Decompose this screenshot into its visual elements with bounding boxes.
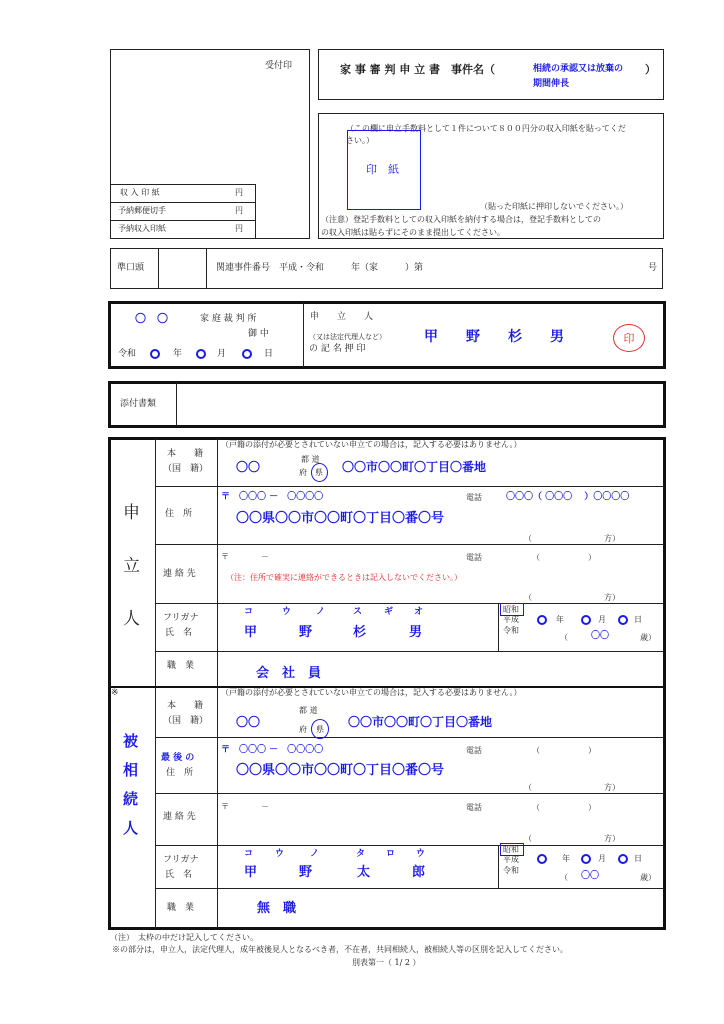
postage-label: 予納郵便切手 bbox=[118, 206, 166, 215]
applicant-sign-label: 申 立 人 bbox=[310, 312, 374, 322]
applicant-signed-name: 甲 野 杉 男 bbox=[424, 329, 564, 345]
applicant-contact-label: 連 絡 先 bbox=[163, 569, 196, 579]
applicant-phone: 〇〇〇（ 〇〇〇 ）〇〇〇〇 bbox=[506, 492, 630, 502]
applicant-section-char-3: 人 bbox=[123, 609, 140, 629]
date-day-circle bbox=[242, 349, 252, 359]
decedent-name-4: 郎 bbox=[412, 865, 426, 880]
decedent-address-kata: （ 方） bbox=[524, 783, 620, 792]
applicant-section-char-1: 申 bbox=[123, 503, 140, 523]
decedent-honseki-label: 本 籍 bbox=[167, 701, 204, 711]
personal-seal: 印 bbox=[613, 324, 645, 352]
applicant-postal: 〒 〇〇〇 － 〇〇〇〇 bbox=[221, 492, 324, 502]
decedent-contact-kata: （ 方） bbox=[524, 834, 620, 843]
date-year-circle bbox=[150, 349, 160, 359]
revenue-stamp-label: 収 入 印 紙 bbox=[120, 188, 160, 197]
applicant-era-reiwa: 令和 bbox=[503, 626, 519, 635]
applicant-job-label: 職 業 bbox=[167, 661, 195, 671]
court-name: 〇 〇 bbox=[135, 312, 168, 325]
decedent-furigana-2: ウ bbox=[275, 849, 285, 859]
prelim-label: 準口頭 bbox=[117, 263, 145, 273]
attachments-label: 添付書類 bbox=[120, 399, 157, 409]
stamp-instruction-l1: （この欄に申立手数料として１件について８００円分の収入印紙を貼ってくだ bbox=[346, 124, 626, 133]
applicant-honseki-pref: 〇〇 bbox=[236, 460, 261, 474]
applicant-birth-year: 年 bbox=[556, 615, 564, 624]
decedent-birth-day: 日 bbox=[634, 854, 642, 863]
no-seal-note: （貼った印紙に押印しないでください。） bbox=[480, 202, 628, 211]
applicant-name-1: 甲 bbox=[244, 625, 258, 640]
decedent-furigana-4: タ bbox=[356, 849, 366, 859]
applicant-honseki-address: 〇〇市〇〇町〇丁目〇番地 bbox=[342, 460, 487, 474]
decedent-kokuseki-label: （国 籍） bbox=[163, 716, 209, 726]
date-day: 日 bbox=[264, 349, 274, 359]
applicant-honseki-ken: 県 bbox=[315, 468, 323, 477]
court-honorific: 御 中 bbox=[248, 329, 269, 339]
decedent-honseki-fu: 府 bbox=[299, 725, 307, 734]
decedent-furigana-3: ノ bbox=[310, 849, 320, 859]
decedent-address: 〇〇県〇〇市〇〇町〇丁目〇番〇号 bbox=[236, 763, 445, 778]
applicant-phone-label: 電話 bbox=[466, 493, 482, 502]
applicant-address-kata: （ 方） bbox=[524, 534, 620, 543]
applicant-contact-note: （注：住所で確実に連絡ができるときは記入しないでください。） bbox=[226, 573, 462, 582]
applicant-section-char-2: 立 bbox=[123, 556, 140, 576]
stamp-instruction-l2: さい。） bbox=[346, 136, 374, 145]
applicant-job: 会 社 員 bbox=[256, 666, 322, 681]
decedent-section-char-1: 被 bbox=[123, 732, 139, 750]
applicant-age: 〇〇 bbox=[591, 631, 610, 641]
applicant-honseki-label: 本 籍 bbox=[167, 449, 204, 459]
applicant-contact-phone: （ ） bbox=[532, 553, 596, 562]
yen-2: 円 bbox=[235, 206, 243, 215]
decedent-mark: ※ bbox=[111, 688, 119, 698]
applicant-name-2: 野 bbox=[299, 625, 313, 640]
decedent-age: 〇〇 bbox=[581, 871, 600, 881]
decedent-furigana-1: コ bbox=[244, 849, 254, 859]
applicant-birth-year-circle bbox=[537, 615, 547, 625]
decedent-furigana-5: ロ bbox=[386, 849, 396, 859]
applicant-koseki-note: （戸籍の添付が必要とされていない申立ての場合は，記入する必要はありません。） bbox=[221, 440, 522, 449]
attachments-box bbox=[108, 381, 666, 428]
decedent-section-char-3: 続 bbox=[123, 790, 139, 808]
decedent-birth-month: 月 bbox=[598, 854, 606, 863]
applicant-era-heisei: 平成 bbox=[503, 615, 519, 624]
decedent-honseki-pref: 〇〇 bbox=[236, 715, 261, 729]
applicant-name-4: 男 bbox=[409, 625, 423, 640]
applicant-kokuseki-label: （国 籍） bbox=[163, 464, 209, 474]
applicant-furigana-4: ス bbox=[353, 607, 363, 617]
decedent-section-char-4: 人 bbox=[123, 819, 139, 837]
agent-note: （又は法定代理人など） bbox=[309, 333, 386, 341]
decedent-era-showa: 昭和 bbox=[503, 845, 519, 854]
decedent-job-label: 職 業 bbox=[167, 903, 195, 913]
decedent-address-label: 住 所 bbox=[166, 768, 194, 778]
applicant-name-3: 杉 bbox=[353, 625, 367, 640]
applicant-birth-day: 日 bbox=[634, 615, 642, 624]
yen-3: 円 bbox=[235, 224, 243, 233]
page-number: 別表第一（ 1/ 2 ） bbox=[352, 958, 421, 967]
decedent-era-heisei: 平成 bbox=[503, 855, 519, 864]
decedent-birth-month-circle bbox=[581, 854, 591, 864]
receipt-stamp-label: 受付印 bbox=[265, 61, 293, 71]
decedent-name-3: 太 bbox=[357, 865, 371, 880]
decedent-birth-day-circle bbox=[618, 854, 628, 864]
applicant-furigana-6: オ bbox=[414, 607, 424, 617]
decedent-phone-label: 電話 bbox=[466, 746, 482, 755]
decedent-birth-year: 年 bbox=[562, 854, 570, 863]
decedent-furigana-6: ウ bbox=[416, 849, 426, 859]
decedent-koseki-note: （戸籍の添付が必要とされていない申立ての場合は，記入する必要はありません。） bbox=[221, 688, 522, 697]
date-month: 月 bbox=[217, 349, 227, 359]
decedent-name-label: 氏 名 bbox=[165, 870, 193, 880]
stamp-placeholder-label: 印 紙 bbox=[366, 163, 399, 176]
registration-note-l1: （注意）登記手数料としての収入印紙を納付する場合は，登記手数料としての bbox=[321, 215, 601, 224]
decedent-last-label: 最 後 の bbox=[161, 753, 195, 763]
date-month-circle bbox=[196, 349, 206, 359]
footer-note-2: ※の部分は，申立人，法定代理人，成年被後見人となるべき者，不在者，共同相続人，被相続人等の区別を記入してください。 bbox=[112, 945, 568, 954]
applicant-address: 〇〇県〇〇市〇〇町〇丁目〇番〇号 bbox=[236, 511, 445, 526]
applicant-ken-circle bbox=[311, 463, 328, 482]
date-era: 令和 bbox=[118, 349, 137, 359]
decedent-honseki-ken: 県 bbox=[316, 725, 324, 734]
decedent-name-2: 野 bbox=[299, 865, 313, 880]
decedent-honseki-todo: 都 道 bbox=[299, 706, 318, 715]
decedent-contact-label: 連 絡 先 bbox=[163, 812, 196, 822]
decedent-contact-phone: （ ） bbox=[532, 803, 596, 812]
decedent-section-char-2: 相 bbox=[123, 761, 139, 779]
decedent-contact-phone-label: 電話 bbox=[466, 803, 482, 812]
number-suffix: 号 bbox=[648, 263, 658, 273]
yen-1: 円 bbox=[235, 188, 243, 197]
applicant-furigana-label: フリガナ bbox=[163, 613, 199, 623]
applicant-birth-month: 月 bbox=[598, 615, 606, 624]
decedent-contact-postal: 〒 － bbox=[221, 802, 269, 811]
decedent-birth-year-circle bbox=[537, 854, 547, 864]
court-label: 家 庭 裁 判 所 bbox=[200, 314, 257, 324]
applicant-contact-phone-label: 電話 bbox=[466, 553, 482, 562]
applicant-name-label: 氏 名 bbox=[165, 628, 193, 638]
court-signature-box bbox=[108, 301, 666, 369]
decedent-age-suffix: 歳） bbox=[640, 873, 656, 882]
applicant-furigana-3: ノ bbox=[316, 607, 326, 617]
decedent-age-open: （ bbox=[560, 873, 568, 882]
applicant-address-label: 住 所 bbox=[165, 509, 193, 519]
applicant-furigana-5: ギ bbox=[384, 607, 394, 617]
applicant-furigana-1: コ bbox=[244, 607, 254, 617]
applicant-birth-month-circle bbox=[581, 615, 591, 625]
related-case-number: 関連事件番号 平成・令和 年（家 ）第 bbox=[216, 263, 424, 273]
applicant-honseki-todo: 都 道 bbox=[301, 455, 320, 464]
decedent-era-reiwa: 令和 bbox=[503, 866, 519, 875]
applicant-honseki-fu: 府 bbox=[299, 468, 307, 477]
sign-seal-label: の 記 名 押 印 bbox=[309, 344, 366, 354]
applicant-contact-kata: （ 方） bbox=[524, 593, 620, 602]
prepaid-stamp-label: 予納収入印紙 bbox=[118, 224, 166, 233]
applicant-birth-day-circle bbox=[618, 615, 628, 625]
registration-note-l2: の収入印紙は貼らずにそのまま提出してください。 bbox=[321, 228, 505, 237]
date-year: 年 bbox=[173, 349, 183, 359]
applicant-age-suffix: 歳） bbox=[640, 633, 656, 642]
decedent-phone: （ ） bbox=[532, 746, 596, 755]
decedent-furigana-label: フリガナ bbox=[163, 855, 199, 865]
applicant-age-open: （ bbox=[560, 633, 568, 642]
footer-note-1: （注） 太枠の中だけ記入してください。 bbox=[110, 933, 258, 942]
applicant-contact-postal: 〒 － bbox=[221, 552, 269, 561]
form-title: 家 事 審 判 申 立 書 事件名（ bbox=[340, 63, 495, 76]
case-name-line2: 期間伸長 bbox=[533, 79, 570, 89]
applicant-furigana-2: ウ bbox=[282, 607, 292, 617]
decedent-job: 無 職 bbox=[257, 901, 297, 916]
decedent-honseki-address: 〇〇市〇〇町〇丁目〇番地 bbox=[348, 715, 493, 729]
decedent-postal: 〒 〇〇〇 － 〇〇〇〇 bbox=[221, 745, 324, 755]
case-name-line1: 相続の承認又は放棄の bbox=[533, 64, 624, 74]
decedent-name-1: 甲 bbox=[244, 865, 258, 880]
decedent-ken-circle bbox=[311, 719, 329, 739]
case-name-close: ） bbox=[645, 63, 656, 76]
applicant-era-showa: 昭和 bbox=[503, 605, 519, 614]
